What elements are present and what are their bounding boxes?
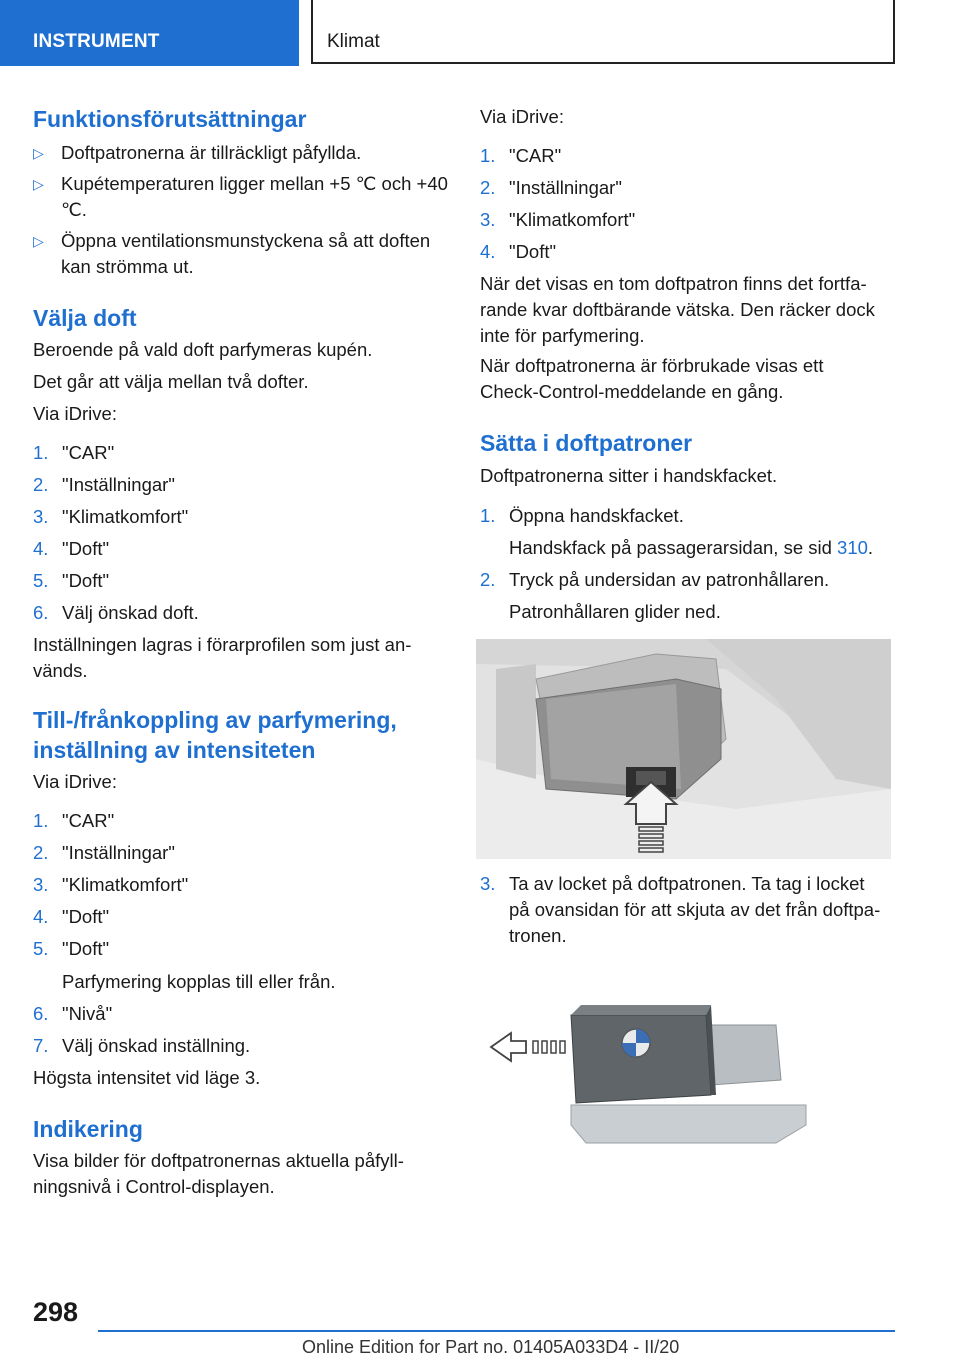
paragraph-via-idrive: Via iDrive:: [33, 771, 117, 792]
triangle-bullet-icon: ▷: [33, 233, 44, 249]
paragraph: Inställningen lagras i förarprofilen som just an-: [33, 634, 412, 655]
paragraph: När doftpatronerna är förbrukade visas ett: [480, 355, 824, 376]
paragraph: Högsta intensitet vid läge 3.: [33, 1067, 261, 1088]
step-sub-text: Parfymering kopplas till eller från.: [62, 971, 336, 992]
paragraph: rande kvar doftbärande vätska. Den räcker dock: [480, 299, 875, 320]
paragraph: Det går att välja mellan två dofter.: [33, 371, 309, 392]
paragraph: Beroende på vald doft parfymeras kupén.: [33, 339, 373, 360]
heading-intensitet: inställning av intensiteten: [33, 737, 316, 763]
paragraph: Visa bilder för doftpatronernas aktuella påfyll-: [33, 1150, 404, 1171]
triangle-bullet-icon: ▷: [33, 145, 44, 161]
edition-note: Online Edition for Part no. 01405A033D4 - II/20: [302, 1337, 680, 1357]
heading-satta-i-doftpatroner: Sätta i doftpatroner: [480, 430, 693, 456]
step-text-line: på ovansidan för att skjuta av det från doftpa-: [509, 899, 881, 920]
step-sub-text: Patronhållaren glider ned.: [509, 601, 721, 622]
paragraph-via-idrive: Via iDrive:: [480, 106, 564, 127]
paragraph: inte för parfymering.: [480, 325, 645, 346]
step-text-line: tronen.: [509, 925, 567, 946]
triangle-bullet-icon: ▷: [33, 176, 44, 192]
heading-valja-doft: Välja doft: [33, 305, 137, 331]
page-reference-link[interactable]: 310: [837, 537, 868, 558]
header-chapter-label: Klimat: [327, 31, 380, 52]
heading-funktionsforutsattningar: Funktionsförutsättningar: [33, 106, 307, 132]
step-sub-text: Handskfack på passagerarsidan, se sid 310.: [509, 537, 874, 558]
glovebox-holder-illustration: [476, 639, 891, 859]
header-chapter-box: [311, 0, 895, 64]
paragraph-via-idrive: Via iDrive:: [33, 403, 117, 424]
page-number: 298: [33, 1297, 79, 1327]
paragraph: Check-Control-meddelande en gång.: [480, 381, 784, 402]
header-section-label: INSTRUMENT: [33, 31, 160, 52]
cartridge-lid-illustration: [476, 985, 891, 1155]
footer-divider: [98, 1330, 895, 1332]
heading-tillkoppling: Till-/frånkoppling av parfymering,: [33, 707, 397, 733]
paragraph: ningsnivå i Control-displayen.: [33, 1176, 275, 1197]
paragraph: vänds.: [33, 660, 88, 681]
paragraph: Doftpatronerna sitter i handskfacket.: [480, 465, 778, 486]
heading-indikering: Indikering: [33, 1116, 143, 1142]
header-section-tab: [0, 0, 299, 66]
paragraph: När det visas en tom doftpatron finns det fortfa-: [480, 273, 867, 294]
